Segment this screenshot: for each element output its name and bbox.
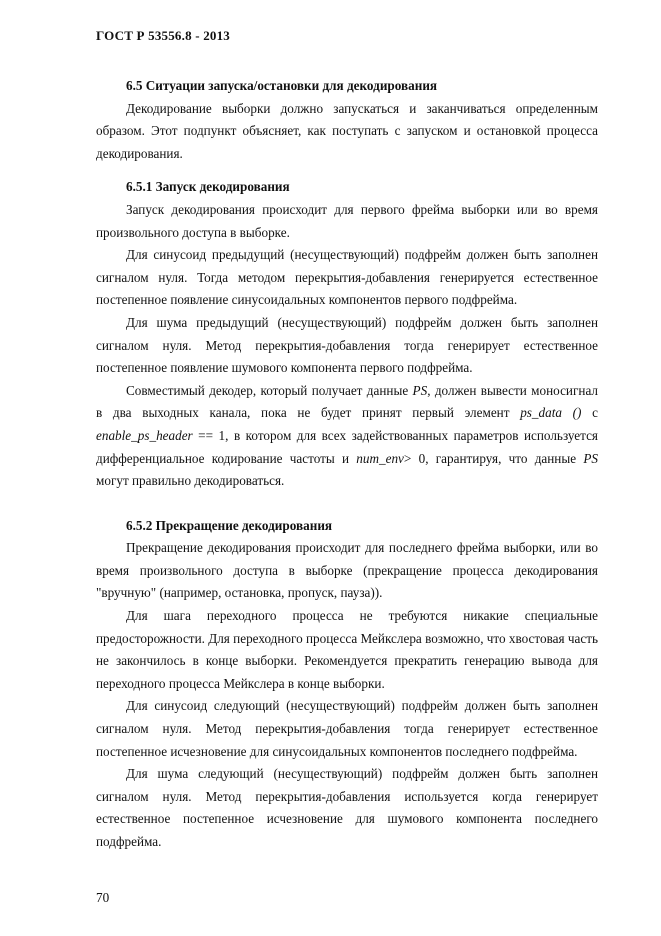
paragraph: Для шага переходного процесса не требуются никакие специальные предосторожности. Для переходного процесса Мейкслера возможно, что хвостовая часть не закончилось в конце выборки. Рекомендуется прекратить генерацию вывода для переходного процесса Мейкслера в конце выборки.: [96, 608, 598, 691]
text: > 0, гарантируя, что данные: [403, 450, 584, 466]
term-ps: PS: [412, 382, 428, 398]
section-6-5-heading: 6.5 Ситуации запуска/остановки для декодирования: [126, 78, 438, 93]
paragraph-compatible-decoder: [96, 380, 598, 493]
paragraph: Запуск декодирования происходит для первого фрейма выборки или во время произвольного доступа в выборке.: [96, 201, 598, 240]
paragraph: Для синусоид следующий (несуществующий) подфрейм должен быть заполнен сигналом нуля. Метод перекрытия-добавления тогда генерирует естественное постепенное исчезновение для синусоидальных компонентов последнего подфрейма.: [96, 698, 598, 759]
paragraph: Для шума предыдущий (несуществующий) подфрейм должен быть заполнен сигналом нуля. Метод перекрытия-добавления тогда генерирует естественное постепенное появление шумового компонента первого подфрейма.: [96, 314, 598, 376]
text: Совместимый декодер, который получает данные: [126, 382, 413, 398]
page-number: 70: [96, 890, 110, 905]
paragraph: Для шума следующий (несуществующий) подфрейм должен быть заполнен сигналом нуля. Метод перекрытия-добавления используется когда генерирует естественное постепенное исчезновение для шумового компонента последнего подфрейма.: [96, 766, 598, 849]
section-6-5-2-heading: 6.5.2 Прекращение декодирования: [126, 517, 333, 533]
term-enable-ps-header: enable_ps_header: [96, 427, 193, 443]
paragraph: Прекращение декодирования происходит для последнего фрейма выборки, или во время произвольного доступа в выборке (прекращение процесса декодирования "вручную" (например, остановка, пропуск, пауза)).: [96, 540, 598, 601]
paragraph: Для синусоид предыдущий (несуществующий) подфрейм должен быть заполнен сигналом нуля. Тогда методом перекрытия-добавления генерируется естественное постепенное появление синусоидальных компонентов первого подфрейма.: [96, 247, 598, 308]
text: == 1, в котором для всех задействованных параметров используется дифференциальное кодирование частоты и: [96, 427, 598, 466]
document-body: [96, 75, 598, 854]
term-num-env: num_env: [356, 450, 404, 466]
paragraph: Декодирование выборки должно запускаться и заканчиваться определенным образом. Этот подпункт объясняет, как поступать с запуском и остановкой процесса декодирования.: [96, 100, 598, 161]
document-header: ГОСТ Р 53556.8 - 2013: [96, 28, 230, 43]
term-ps-data: ps_data (): [520, 405, 582, 421]
text: с: [581, 405, 598, 421]
text: , должен вывести моносигнал в два выходных канала, пока не будет принят первый элемент: [96, 382, 599, 421]
term-ps: PS: [583, 450, 598, 466]
text: могут правильно декодироваться.: [96, 473, 285, 489]
section-6-5-1-heading: 6.5.1 Запуск декодирования: [126, 179, 290, 195]
